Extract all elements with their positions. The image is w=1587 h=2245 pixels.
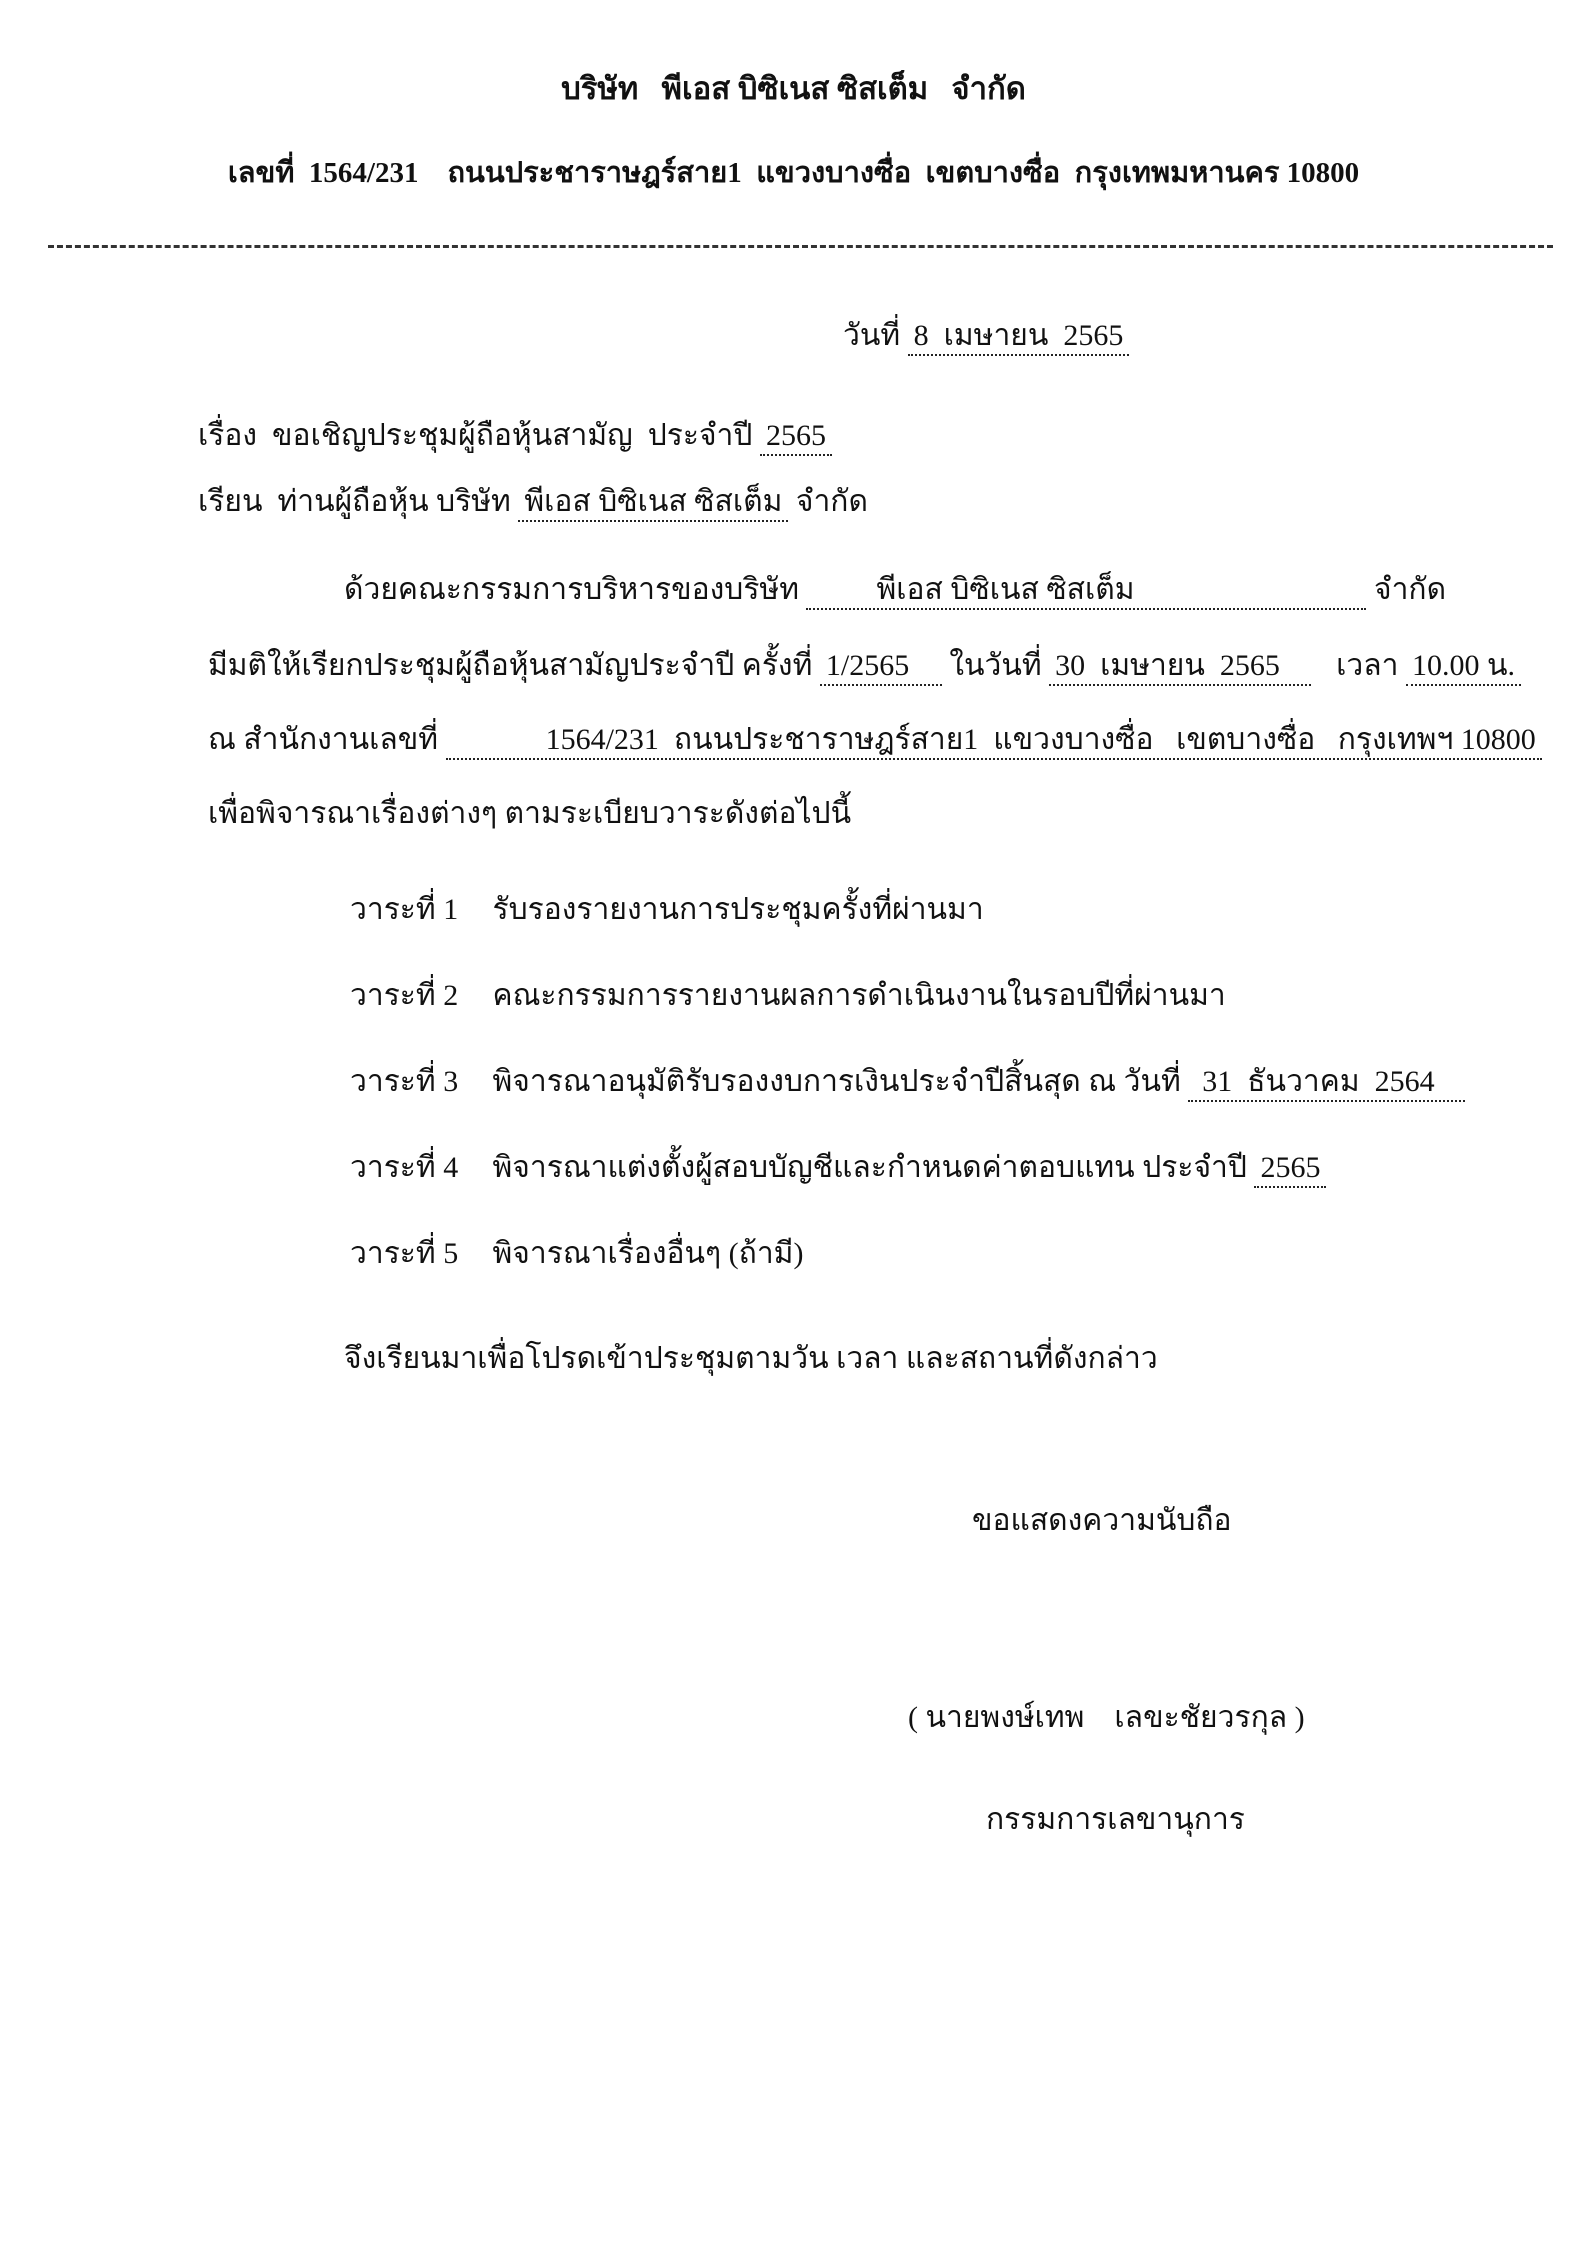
agenda-value: 31 ธันวาคม 2564 <box>1188 1064 1464 1102</box>
subject-text: ขอเชิญประชุมผู้ถือหุ้นสามัญ ประจำปี <box>272 419 753 452</box>
agenda-label: วาระที่ 5 <box>350 1237 459 1270</box>
to-suffix: จำกัด <box>795 485 868 518</box>
agenda-item <box>350 1236 803 1272</box>
agenda-text: พิจารณาเรื่องอื่นๆ (ถ้ามี) <box>492 1237 804 1270</box>
meeting-time: 10.00 น. <box>1406 648 1521 686</box>
agenda-label: วาระที่ 2 <box>350 979 459 1012</box>
meeting-date-label: ในวันที่ <box>949 649 1042 682</box>
subject-year: 2565 <box>760 418 832 456</box>
body-l1-suffix: จำกัด <box>1373 573 1447 606</box>
body-l1-prefix: ด้วยคณะกรรมการบริหารของบริษัท <box>344 573 799 606</box>
meeting-address: 1564/231 ถนนประชาราษฎร์สาย1 แขวงบางซื่อ เขตบางซื่อ กรุงเทพฯ 10800 <box>446 722 1542 760</box>
agenda-text: คณะกรรมการรายงานผลการดำเนินงานในรอบปีที่ผ่านมา <box>492 979 1226 1012</box>
header-divider <box>48 245 1553 248</box>
agenda-label: วาระที่ 4 <box>350 1151 459 1184</box>
subject-line <box>198 418 832 456</box>
signer-position: กรรมการเลขานุการ <box>986 1803 1245 1836</box>
meeting-number: 1/2565 <box>820 648 942 686</box>
signer-name: ( นายพงษ์เทพ เลขะชัยวรกุล ) <box>908 1701 1305 1734</box>
to-label: เรียน <box>198 485 263 518</box>
meeting-date: 30 เมษายน 2565 <box>1049 648 1311 686</box>
company-name: บริษัท พีเอส บิซิเนส ซิสเต็ม จำกัด <box>561 71 1026 106</box>
body-l2-prefix: มีมติให้เรียกประชุมผู้ถือหุ้นสามัญประจำปี ครั้งที่ <box>208 649 813 682</box>
agenda-text: พิจารณาแต่งตั้งผู้สอบบัญชีและกำหนดค่าตอบแทน ประจำปี <box>492 1151 1247 1184</box>
body-line-1 <box>344 572 1446 610</box>
body-line-4: เพื่อพิจารณาเรื่องต่างๆ ตามระเบียบวาระดังต่อไปนี้ <box>208 797 852 830</box>
agenda-item <box>350 978 1226 1014</box>
subject-label: เรื่อง <box>198 419 258 452</box>
letter-date <box>843 318 1129 356</box>
meeting-time-label: เวลา <box>1336 649 1399 682</box>
body-line-2 <box>208 648 1521 686</box>
to-line <box>198 484 868 522</box>
agenda-text: รับรองรายงานการประชุมครั้งที่ผ่านมา <box>492 893 984 926</box>
closing-line: จึงเรียนมาเพื่อโปรดเข้าประชุมตามวัน เวลา และสถานที่ดังกล่าว <box>344 1342 1158 1375</box>
company-address: เลขที่ 1564/231 ถนนประชาราษฎร์สาย1 แขวงบางซื่อ เขตบางซื่อ กรุงเทพมหานคร 10800 <box>227 157 1360 189</box>
agenda-item <box>350 1064 1465 1102</box>
agenda-item <box>350 892 984 928</box>
date-value: 8 เมษายน 2565 <box>908 318 1130 356</box>
agenda-value: 2565 <box>1254 1150 1326 1188</box>
body-line-3 <box>208 722 1542 760</box>
date-label: วันที่ <box>843 319 901 352</box>
to-text: ท่านผู้ถือหุ้น บริษัท <box>277 485 511 518</box>
agenda-label: วาระที่ 1 <box>350 893 459 926</box>
agenda-text: พิจารณาอนุมัติรับรองงบการเงินประจำปีสิ้นสุด ณ วันที่ <box>492 1065 1181 1098</box>
regards: ขอแสดงความนับถือ <box>972 1504 1232 1537</box>
agenda-label: วาระที่ 3 <box>350 1065 459 1098</box>
agenda-item <box>350 1150 1326 1188</box>
body-l3-prefix: ณ สำนักงานเลขที่ <box>208 723 439 756</box>
to-company: พีเอส บิซิเนส ซิสเต็ม <box>518 484 788 522</box>
body-l1-company: พีเอส บิซิเนส ซิสเต็ม <box>806 572 1366 610</box>
